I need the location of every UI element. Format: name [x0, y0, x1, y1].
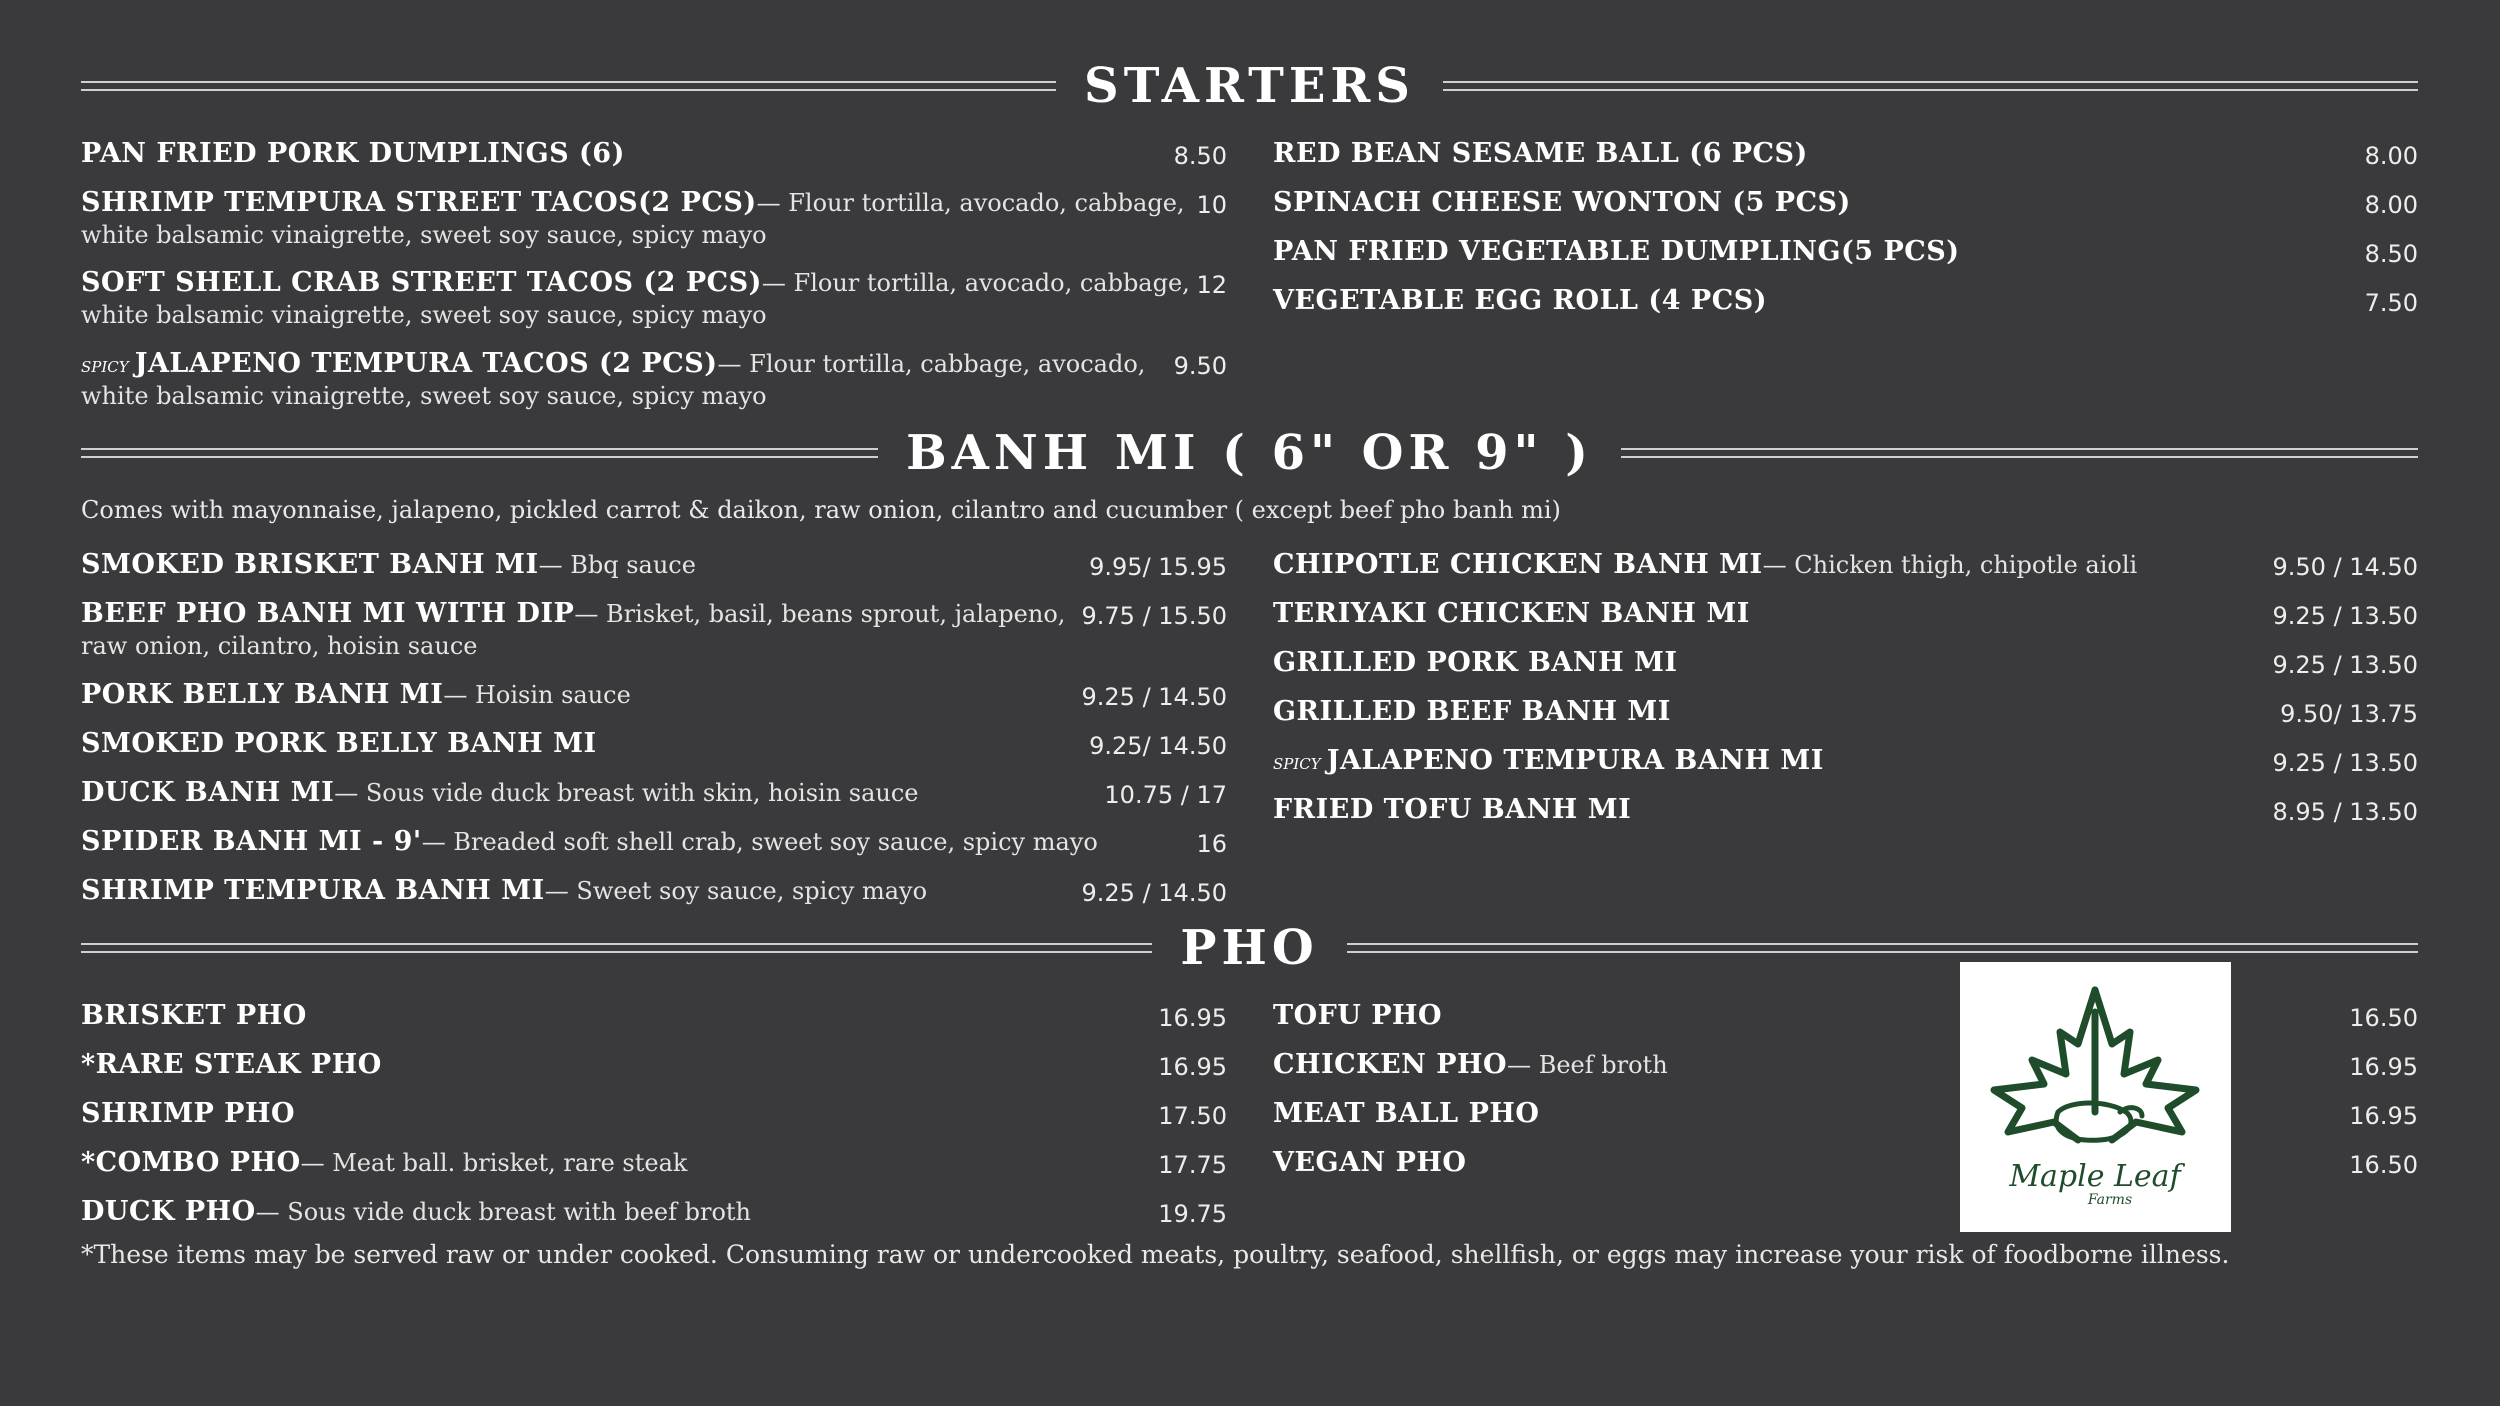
menu-item	[81, 1098, 1227, 1129]
section-title-starters: STARTERS	[1084, 58, 1415, 114]
item-price: 7.50	[2364, 289, 2418, 317]
item-price: 9.50/ 13.75	[2280, 700, 2418, 728]
divider	[81, 81, 1056, 91]
item-price: 10.75 / 17	[1104, 781, 1227, 809]
menu-item	[81, 875, 1227, 906]
item-price: 8.00	[2364, 191, 2418, 219]
menu-item	[1273, 549, 2418, 580]
divider	[1621, 448, 2418, 458]
item-description: — Flour tortilla, cabbage, avocado,	[717, 350, 1146, 378]
item-description: — Meat ball. brisket, rare steak	[300, 1149, 688, 1177]
item-price: 9.25/ 14.50	[1089, 732, 1227, 760]
item-name: GRILLED BEEF BANH MI	[1273, 696, 1671, 727]
item-name: PAN FRIED PORK DUMPLINGS (6)	[81, 138, 625, 169]
section-title-banh-mi: BANH MI ( 6" OR 9" )	[906, 425, 1593, 481]
item-name: SOFT SHELL CRAB STREET TACOS (2 PCS)	[81, 267, 762, 298]
item-name: SHRIMP TEMPURA STREET TACOS(2 PCS)	[81, 187, 757, 218]
item-name: TOFU PHO	[1273, 1000, 1443, 1031]
item-price: 8.95 / 13.50	[2272, 798, 2418, 826]
menu-item	[1273, 598, 2418, 629]
item-description: white balsamic vinaigrette, sweet soy sauce, spicy mayo	[81, 301, 767, 329]
item-description: — Sous vide duck breast with skin, hoisin sauce	[334, 779, 919, 807]
footnote: *These items may be served raw or under cooked. Consuming raw or undercooked meats, poultry, seafood, shellfish, or eggs may increase your risk of foodborne illness.	[81, 1240, 2230, 1269]
item-name: CHIPOTLE CHICKEN BANH MI	[1273, 549, 1763, 580]
item-name: DUCK PHO	[81, 1196, 256, 1227]
item-description: — Breaded soft shell crab, sweet soy sauce, spicy mayo	[421, 828, 1098, 856]
item-price: 9.25 / 13.50	[2272, 749, 2418, 777]
menu-item	[1273, 138, 2418, 169]
item-description: — Sous vide duck breast with beef broth	[255, 1198, 751, 1226]
item-price: 16.95	[1158, 1004, 1227, 1032]
item-name: TERIYAKI CHICKEN BANH MI	[1273, 598, 1750, 629]
item-name: VEGAN PHO	[1273, 1147, 1467, 1178]
menu-item	[81, 1000, 1227, 1031]
item-name: JALAPENO TEMPURA BANH MI	[1326, 745, 1824, 776]
menu-item	[81, 1049, 1227, 1080]
menu-item	[81, 777, 1227, 808]
menu-item	[81, 826, 1227, 857]
menu-item	[1273, 187, 2418, 218]
item-name: MEAT BALL PHO	[1273, 1098, 1540, 1129]
item-price: 8.00	[2364, 142, 2418, 170]
item-description: white balsamic vinaigrette, sweet soy sauce, spicy mayo	[81, 382, 767, 410]
menu-item	[81, 1196, 1227, 1227]
item-price: 16	[1196, 830, 1227, 858]
banh-mi-header	[81, 425, 2418, 481]
item-name: SMOKED PORK BELLY BANH MI	[81, 728, 597, 759]
menu-item	[81, 1147, 1227, 1178]
item-description: white balsamic vinaigrette, sweet soy sauce, spicy mayo	[81, 221, 767, 249]
logo-subtext: Farms	[2087, 1192, 2133, 1208]
item-description: — Hoisin sauce	[443, 681, 631, 709]
menu-item	[81, 598, 1227, 660]
menu-item	[81, 267, 1227, 329]
item-name: RED BEAN SESAME BALL (6 PCS)	[1273, 138, 1808, 169]
item-description: — Sweet soy sauce, spicy mayo	[544, 877, 928, 905]
menu-item	[1273, 1049, 2418, 1080]
spicy-label: SPICY	[1273, 755, 1321, 773]
item-description: — Beef broth	[1507, 1051, 1668, 1079]
item-name: PAN FRIED VEGETABLE DUMPLING(5 PCS)	[1273, 236, 1960, 267]
menu-item	[1273, 236, 2418, 267]
item-price: 9.75 / 15.50	[1081, 602, 1227, 630]
item-price: 9.25 / 13.50	[2272, 602, 2418, 630]
item-price: 16.95	[2349, 1053, 2418, 1081]
starters-header	[81, 58, 2418, 114]
item-name: BRISKET PHO	[81, 1000, 307, 1031]
item-price: 9.50	[1173, 352, 1227, 380]
menu-item	[1273, 745, 2418, 776]
menu-item	[1273, 696, 2418, 727]
maple-leaf-farms-logo	[1960, 962, 2231, 1232]
item-name: *RARE STEAK PHO	[81, 1049, 382, 1080]
banh-mi-intro: Comes with mayonnaise, jalapeno, pickled carrot & daikon, raw onion, cilantro and cucumber ( except beef pho banh mi)	[81, 496, 1561, 524]
item-name: FRIED TOFU BANH MI	[1273, 794, 1632, 825]
item-description: — Flour tortilla, avocado, cabbage,	[756, 189, 1185, 217]
item-price: 10	[1196, 191, 1227, 219]
item-name: SPIDER BANH MI - 9'	[81, 826, 422, 857]
menu-item	[1273, 1147, 2418, 1178]
item-price: 16.50	[2349, 1004, 2418, 1032]
item-price: 8.50	[1173, 142, 1227, 170]
item-name: PORK BELLY BANH MI	[81, 679, 444, 710]
divider	[81, 943, 1152, 953]
spicy-label: SPICY	[81, 358, 129, 376]
item-price: 16.50	[2349, 1151, 2418, 1179]
item-price: 17.50	[1158, 1102, 1227, 1130]
menu-item	[81, 549, 1227, 580]
menu-item	[1273, 1098, 2418, 1129]
item-price: 16.95	[2349, 1102, 2418, 1130]
divider	[1347, 943, 2418, 953]
logo-text: Maple Leaf	[2009, 1159, 2181, 1194]
item-description: — Brisket, basil, beans sprout, jalapeno,	[574, 600, 1066, 628]
menu-item	[81, 138, 1227, 169]
item-price: 16.95	[1158, 1053, 1227, 1081]
item-description: raw onion, cilantro, hoisin sauce	[81, 632, 478, 660]
item-name: DUCK BANH MI	[81, 777, 335, 808]
divider	[81, 448, 878, 458]
menu-item	[1273, 1000, 2418, 1031]
item-price: 8.50	[2364, 240, 2418, 268]
item-name: CHICKEN PHO	[1273, 1049, 1508, 1080]
item-description: — Flour tortilla, avocado, cabbage,	[761, 269, 1190, 297]
item-name: BEEF PHO BANH MI WITH DIP	[81, 598, 575, 629]
menu-item	[81, 187, 1227, 249]
item-name: JALAPENO TEMPURA TACOS (2 PCS)	[134, 348, 718, 379]
item-name: SMOKED BRISKET BANH MI	[81, 549, 539, 580]
item-description: — Bbq sauce	[538, 551, 696, 579]
divider	[1443, 81, 2418, 91]
menu-item	[1273, 647, 2418, 678]
item-description: — Chicken thigh, chipotle aioli	[1762, 551, 2138, 579]
maple-leaf-icon	[1960, 962, 2231, 1232]
item-price: 19.75	[1158, 1200, 1227, 1228]
item-name: SHRIMP TEMPURA BANH MI	[81, 875, 545, 906]
item-name: GRILLED PORK BANH MI	[1273, 647, 1678, 678]
item-name: *COMBO PHO	[81, 1147, 301, 1178]
section-title-pho: PHO	[1180, 920, 1319, 976]
item-price: 9.25 / 13.50	[2272, 651, 2418, 679]
item-name: SPINACH CHEESE WONTON (5 PCS)	[1273, 187, 1851, 218]
item-price: 9.25 / 14.50	[1081, 879, 1227, 907]
menu-item	[81, 679, 1227, 710]
item-price: 17.75	[1158, 1151, 1227, 1179]
item-price: 9.25 / 14.50	[1081, 683, 1227, 711]
menu-item	[1273, 285, 2418, 316]
menu-item	[1273, 794, 2418, 825]
menu-item	[81, 728, 1227, 759]
item-price: 12	[1196, 271, 1227, 299]
item-price: 9.95/ 15.95	[1089, 553, 1227, 581]
item-name: VEGETABLE EGG ROLL (4 PCS)	[1273, 285, 1767, 316]
item-price: 9.50 / 14.50	[2272, 553, 2418, 581]
menu-item	[81, 348, 1227, 410]
item-name: SHRIMP PHO	[81, 1098, 295, 1129]
